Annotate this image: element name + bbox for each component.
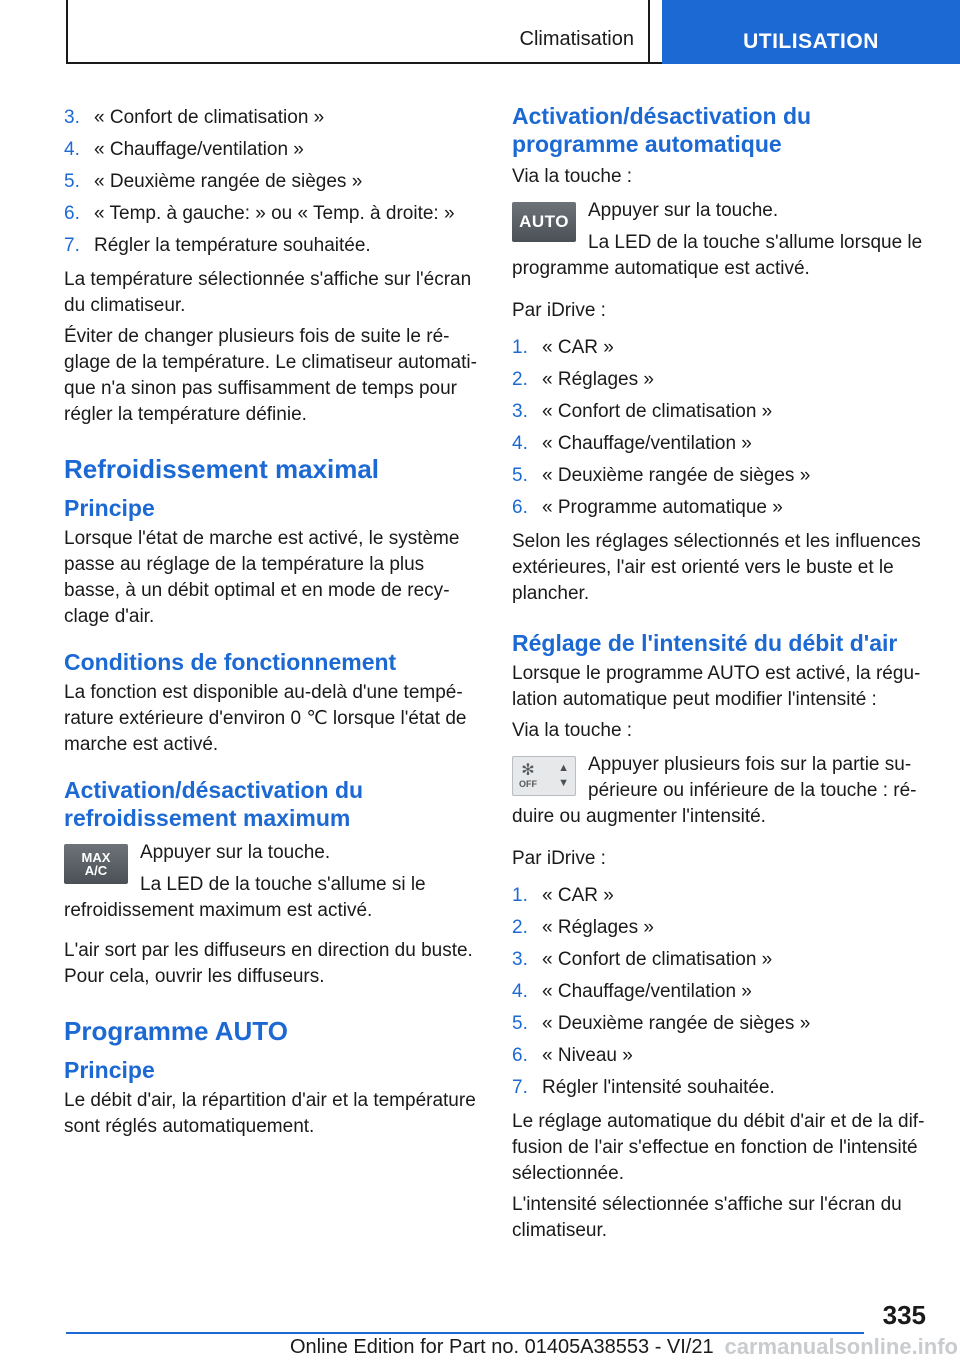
page-number: 335 — [882, 1300, 926, 1330]
idrive-label: Par iDrive : — [512, 848, 606, 869]
list-item: 4. « Chauffage/ventilation » — [64, 139, 304, 160]
list-item: 1. « CAR » — [512, 885, 614, 906]
paragraph-influences: Selon les réglages sélectionnés et les influences extérieures, l'air est orienté vers le buste et le plancher. — [512, 531, 921, 604]
heading-auto-program: Programme AUTO — [64, 1016, 288, 1046]
header-chapter-tab: UTILISATION — [662, 0, 960, 64]
step-list-airflow-intensity — [512, 880, 926, 1104]
step-list-temperature — [64, 102, 478, 262]
header-section-title: Climatisation — [519, 28, 634, 50]
left-column — [64, 102, 478, 1140]
via-button-label: Via la touche : — [512, 166, 633, 187]
list-item: 2. « Réglages » — [512, 917, 654, 938]
list-item: 5. « Deuxième rangée de sièges » — [64, 171, 363, 192]
paragraph-principle-auto: Le débit d'air, la répartition d'air et la température sont réglés automatiquement. — [64, 1090, 476, 1137]
max-ac-instruction: MAX A/C Appuyer sur la touche. La LED de la touche s'allume si le refroidissement maximum est activé. — [64, 842, 426, 921]
heading-max-cooling-toggle: Activation/désactivation du refroidissement maximum — [64, 777, 364, 831]
paragraph-operating-conditions: La fonction est disponible au-delà d'une température extérieure d'environ 0 ℃ lorsque l'état de marche est activé. — [64, 682, 467, 755]
idrive-label: Par iDrive : — [512, 300, 606, 321]
footer-edition: Online Edition for Part no. 01405A38553 - VI/21 — [290, 1336, 714, 1358]
step-list-auto-program — [512, 332, 926, 524]
list-item: 5. « Deuxième rangée de sièges » — [512, 1013, 811, 1034]
list-item: 6. « Niveau » — [512, 1045, 633, 1066]
heading-auto-toggle: Activation/désactivation du programme automatique — [512, 103, 812, 157]
max-ac-button-icon: MAX A/C — [64, 844, 128, 884]
auto-button-icon: AUTO — [512, 202, 576, 242]
triangle-up-icon: ▲ — [558, 762, 569, 774]
fan-button-icon: ✻ OFF ▲ ▼ — [512, 756, 576, 796]
heading-max-cooling: Refroidissement maximal — [64, 454, 380, 484]
list-item: 5. « Deuxième rangée de sièges » — [512, 465, 811, 486]
list-item: 6. « Temp. à gauche: » ou « Temp. à droite: » — [64, 203, 455, 224]
paragraph-diffusers: L'air sort par les diffuseurs en direction du buste. Pour cela, ouvrir les diffuseurs. — [64, 940, 473, 987]
heading-operating-conditions: Conditions de fonctionnement — [64, 649, 397, 675]
paragraph-intensity-display: L'intensité sélectionnée s'affiche sur l'écran du climatiseur. — [512, 1194, 902, 1241]
paragraph-temperature-advice: Éviter de changer plusieurs fois de suite le réglage de la température. Le climatiseur automatique n'a sinon pas suffisamment de temps pour régler la température définie. — [64, 326, 477, 425]
paragraph-auto-diffusion: Le réglage automatique du débit d'air et de la diffusion de l'air s'effectue en fonction de l'intensité sélectionnée. — [512, 1111, 925, 1184]
via-button-label: Via la touche : — [512, 720, 633, 741]
list-item: 6. « Programme automatique » — [512, 497, 783, 518]
list-item: 4. « Chauffage/ventilation » — [512, 981, 752, 1002]
paragraph-principle-cooling: Lorsque l'état de marche est activé, le système passe au réglage de la température la plus basse, à un débit optimal et en mode de recyclage d'air. — [64, 528, 460, 627]
paragraph-airflow-intensity: Lorsque le programme AUTO est activé, la régulation automatique peut modifier l'intensité : — [512, 663, 921, 710]
fan-instruction: ✻ OFF ▲ ▼ Appuyer plusieurs fois sur la partie supérieure ou inférieure de la touche : réduire ou augmenter l'intensité. — [512, 754, 917, 827]
list-item: 2. « Réglages » — [512, 369, 654, 390]
list-item: 3. « Confort de climatisation » — [64, 107, 325, 128]
list-item: 7. Régler l'intensité souhaitée. — [512, 1077, 775, 1098]
heading-principle: Principe — [64, 495, 155, 521]
paragraph-temperature-display: La température sélectionnée s'affiche sur l'écran du climatiseur. — [64, 269, 472, 316]
heading-principle: Principe — [64, 1057, 155, 1083]
list-item: 7. Régler la température souhaitée. — [64, 235, 371, 256]
list-item: 4. « Chauffage/ventilation » — [512, 433, 752, 454]
fan-icon: ✻ — [521, 762, 535, 779]
heading-airflow-intensity: Réglage de l'intensité du débit d'air — [512, 630, 898, 656]
right-column — [512, 102, 926, 1244]
list-item: 3. « Confort de climatisation » — [512, 949, 773, 970]
triangle-down-icon: ▼ — [558, 777, 569, 789]
list-item: 1. « CAR » — [512, 337, 614, 358]
watermark: carmanualsonline.info — [724, 1334, 958, 1359]
auto-instruction: AUTO Appuyer sur la touche. La LED de la touche s'allume lorsque le programme automatique est activé. — [512, 200, 923, 279]
list-item: 3. « Confort de climatisation » — [512, 401, 773, 422]
